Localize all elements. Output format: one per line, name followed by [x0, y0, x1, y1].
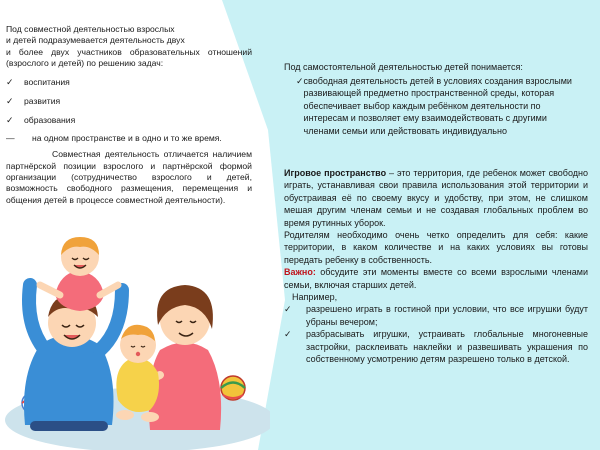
task-label: развития — [24, 96, 61, 107]
important-paragraph — [284, 266, 588, 291]
family-illustration — [0, 225, 270, 450]
independent-activity-heading: Под самостоятельной деятельностью детей понимается: — [284, 62, 523, 72]
play-space-text: – это территория, где ребенок может свободно играть, устанавливая свои правила использования этой территории и обустраивая её по своему вкусу и удобству, при этом, не слишком мешая другим членам семьи и не создавая глобальных проблем во время рутинных уборок. — [284, 168, 588, 228]
check-icon: ✓ — [284, 329, 292, 340]
lifted-kid-figure — [40, 237, 118, 311]
joint-activity-text: Совместная деятельность отличается наличием партнёрской позиции взрослого и партнёрской формой организации (сотрудничество взрослого и детей, возможность свободного размещения, перемещения и общения детей в процессе совместной деятельности). — [6, 149, 252, 205]
independent-activity-text: свободная деятельность детей в условиях создания взрослыми развивающей предметно пространственной среды, которая обеспечивает выбор каждым ребёнком деятельности по интересам и позволяет ему взаимодействовать с другими членами семьи или действовать индивидуально — [303, 75, 572, 136]
example-label: Например, — [292, 292, 338, 303]
intro-line-1: Под совместной деятельностью взрослых — [6, 24, 175, 34]
list-item — [6, 73, 252, 92]
joint-activity-section — [6, 24, 252, 206]
intro-line-2: и детей подразумевается деятельность двух — [6, 35, 185, 46]
list-item — [6, 111, 252, 130]
important-text: обсудите эти моменты вместе со всеми взрослыми членами семьи, включая старших детей. — [284, 267, 588, 290]
check-icon: ✓ — [284, 304, 292, 315]
intro-line-3: и более двух участников образовательных отношений (взрослого и детей) по решению задач: — [6, 46, 252, 68]
task-label: образования — [24, 115, 76, 126]
independent-activity-section — [284, 61, 584, 138]
list-item — [284, 303, 588, 328]
important-label: Важно: — [284, 267, 316, 278]
check-icon: ✓ — [6, 77, 14, 88]
same-space-line — [6, 133, 252, 144]
play-space-title: Игровое пространство — [284, 168, 387, 178]
list-item — [6, 92, 252, 111]
list-item — [284, 328, 588, 365]
example-text: разрешено играть в гостиной при условии, что все игрушки будут убраны вечером; — [306, 304, 588, 327]
example-text: разбрасывать игрушки, устраивать глобальные многоневные застройки, расклеивать наклейки и развешивать украшения по собственному усмотрению детям разрешено только в детской. — [306, 329, 588, 365]
parents-paragraph: Родителям необходимо очень четко определить для себя: какие территории, в каком количестве и на каких условиях вы готовы передать ребенку в собственность. — [284, 230, 588, 265]
play-space-paragraph — [284, 167, 588, 229]
list-item — [284, 75, 584, 138]
same-space-text: на одном пространстве и в одно и то же время. — [32, 133, 222, 144]
tasks-list — [6, 73, 252, 130]
dash-icon: — — [6, 133, 15, 144]
examples-list — [284, 303, 588, 365]
check-icon: ✓ — [6, 115, 14, 126]
check-icon: ✓ — [6, 96, 14, 107]
task-label: воспитания — [24, 77, 70, 88]
check-icon: ✓ — [296, 75, 304, 86]
play-space-section — [284, 167, 588, 366]
